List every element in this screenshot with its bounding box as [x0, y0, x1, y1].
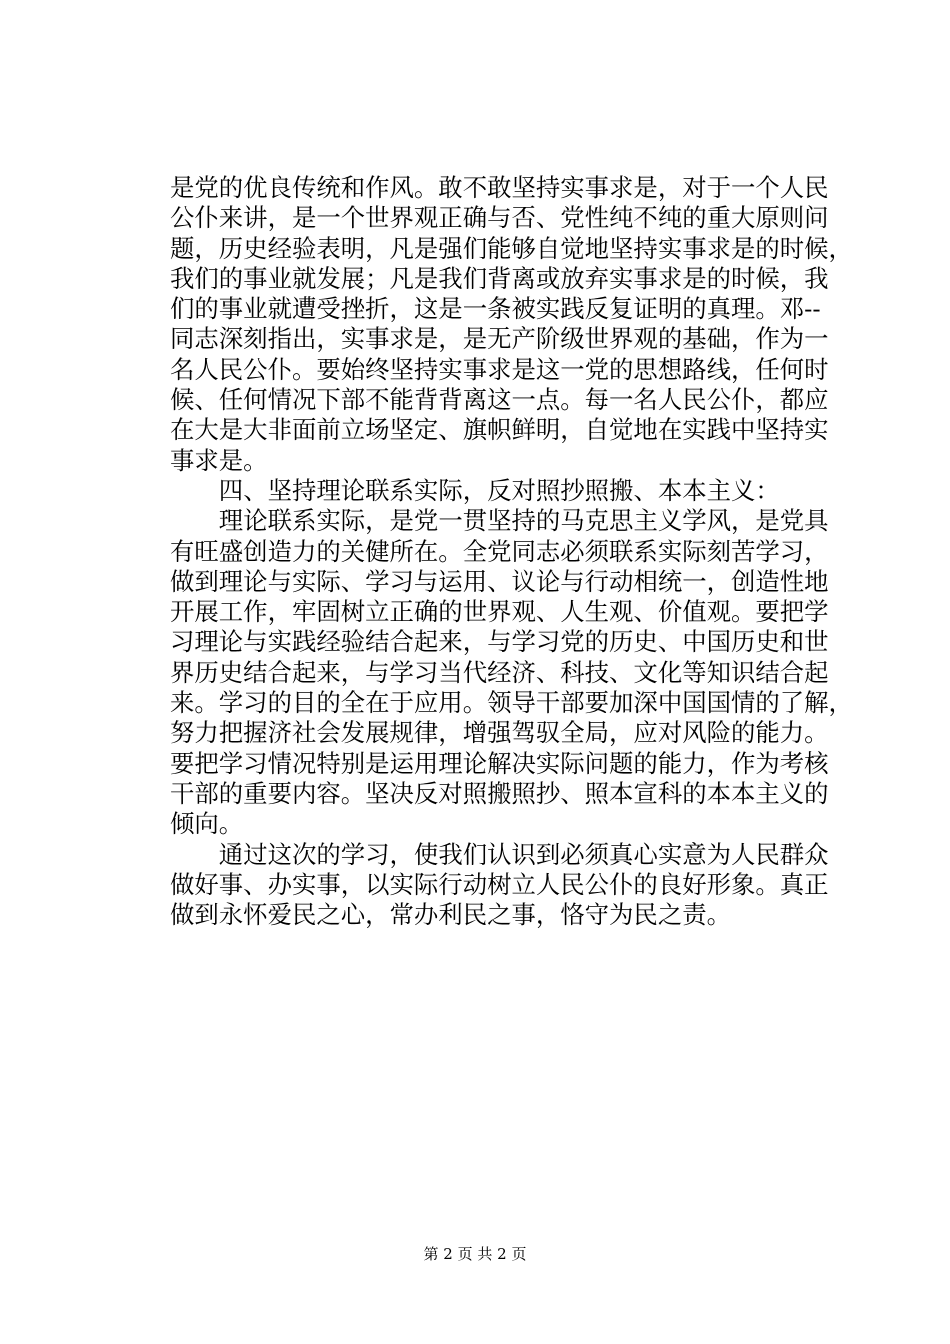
text-line: 名人民公仆。要始终坚持实事求是这一党的思想路线，任何时 [170, 354, 829, 384]
text-line: 做到永怀爱民之心，常办利民之事，恪守为民之责。 [170, 900, 731, 930]
text-line: 候、任何情况下部不能背背离这一点。每一名人民公仆，都应 [170, 385, 829, 415]
text-line: 我们的事业就发展；凡是我们背离或放弃实事求是的时候，我 [170, 263, 829, 293]
text-line: 有旺盛创造力的关健所在。全党同志必须联系实际刻苦学习， [170, 536, 829, 566]
text-line: 们的事业就遭受挫折，这是一条被实践反复证明的真理。邓-- [170, 294, 821, 324]
text-line: 做到理论与实际、学习与运用、议论与行动相统一，创造性地 [170, 566, 829, 596]
text-line: 公仆来讲，是一个世界观正确与否、党性纯不纯的重大原则问 [170, 203, 829, 233]
text-line: 是党的优良传统和作风。敢不敢坚持实事求是，对于一个人民 [170, 173, 829, 202]
text-line: 事求是。 [170, 445, 268, 475]
text-line: 努力把握济社会发展规律，增强驾驭全局，应对风险的能力。 [170, 718, 829, 748]
text-line: 题，历史经验表明，凡是强们能够自觉地坚持实事求是的时候， [170, 233, 853, 263]
text-line: 界历史结合起来，与学习当代经济、科技、文化等知识结合起 [170, 657, 829, 687]
body-text [170, 173, 853, 930]
text-line: 做好事、办实事，以实际行动树立人民公仆的良好形象。真正 [170, 869, 829, 899]
text-line: 理论联系实际，是党一贯坚持的马克思主义学风，是党具 [218, 506, 829, 536]
text-line: 在大是大非面前立场坚定、旗帜鲜明，自觉地在实践中坚持实 [170, 415, 829, 445]
text-line: 开展工作，牢固树立正确的世界观、人生观、价值观。要把学 [170, 597, 829, 627]
text-line: 干部的重要内容。坚决反对照搬照抄、照本宣科的本本主义的 [170, 778, 829, 808]
text-line: 同志深刻指出，实事求是，是无产阶级世界观的基础，作为一 [170, 324, 829, 354]
text-line: 习理论与实践经验结合起来，与学习党的历史、中国历史和世 [170, 627, 829, 657]
page-footer: 第 2 页 共 2 页 [423, 1245, 527, 1263]
text-line: 四、坚持理论联系实际，反对照抄照搬、本本主义： [218, 475, 780, 505]
text-line: 要把学习情况特别是运用理论解决实际问题的能力，作为考核 [170, 748, 829, 778]
text-line: 倾向。 [170, 809, 244, 839]
text-line: 来。学习的目的全在于应用。领导干部要加深中国国情的了解， [170, 688, 853, 718]
text-line: 通过这次的学习，使我们认识到必须真心实意为人民群众 [218, 839, 829, 869]
